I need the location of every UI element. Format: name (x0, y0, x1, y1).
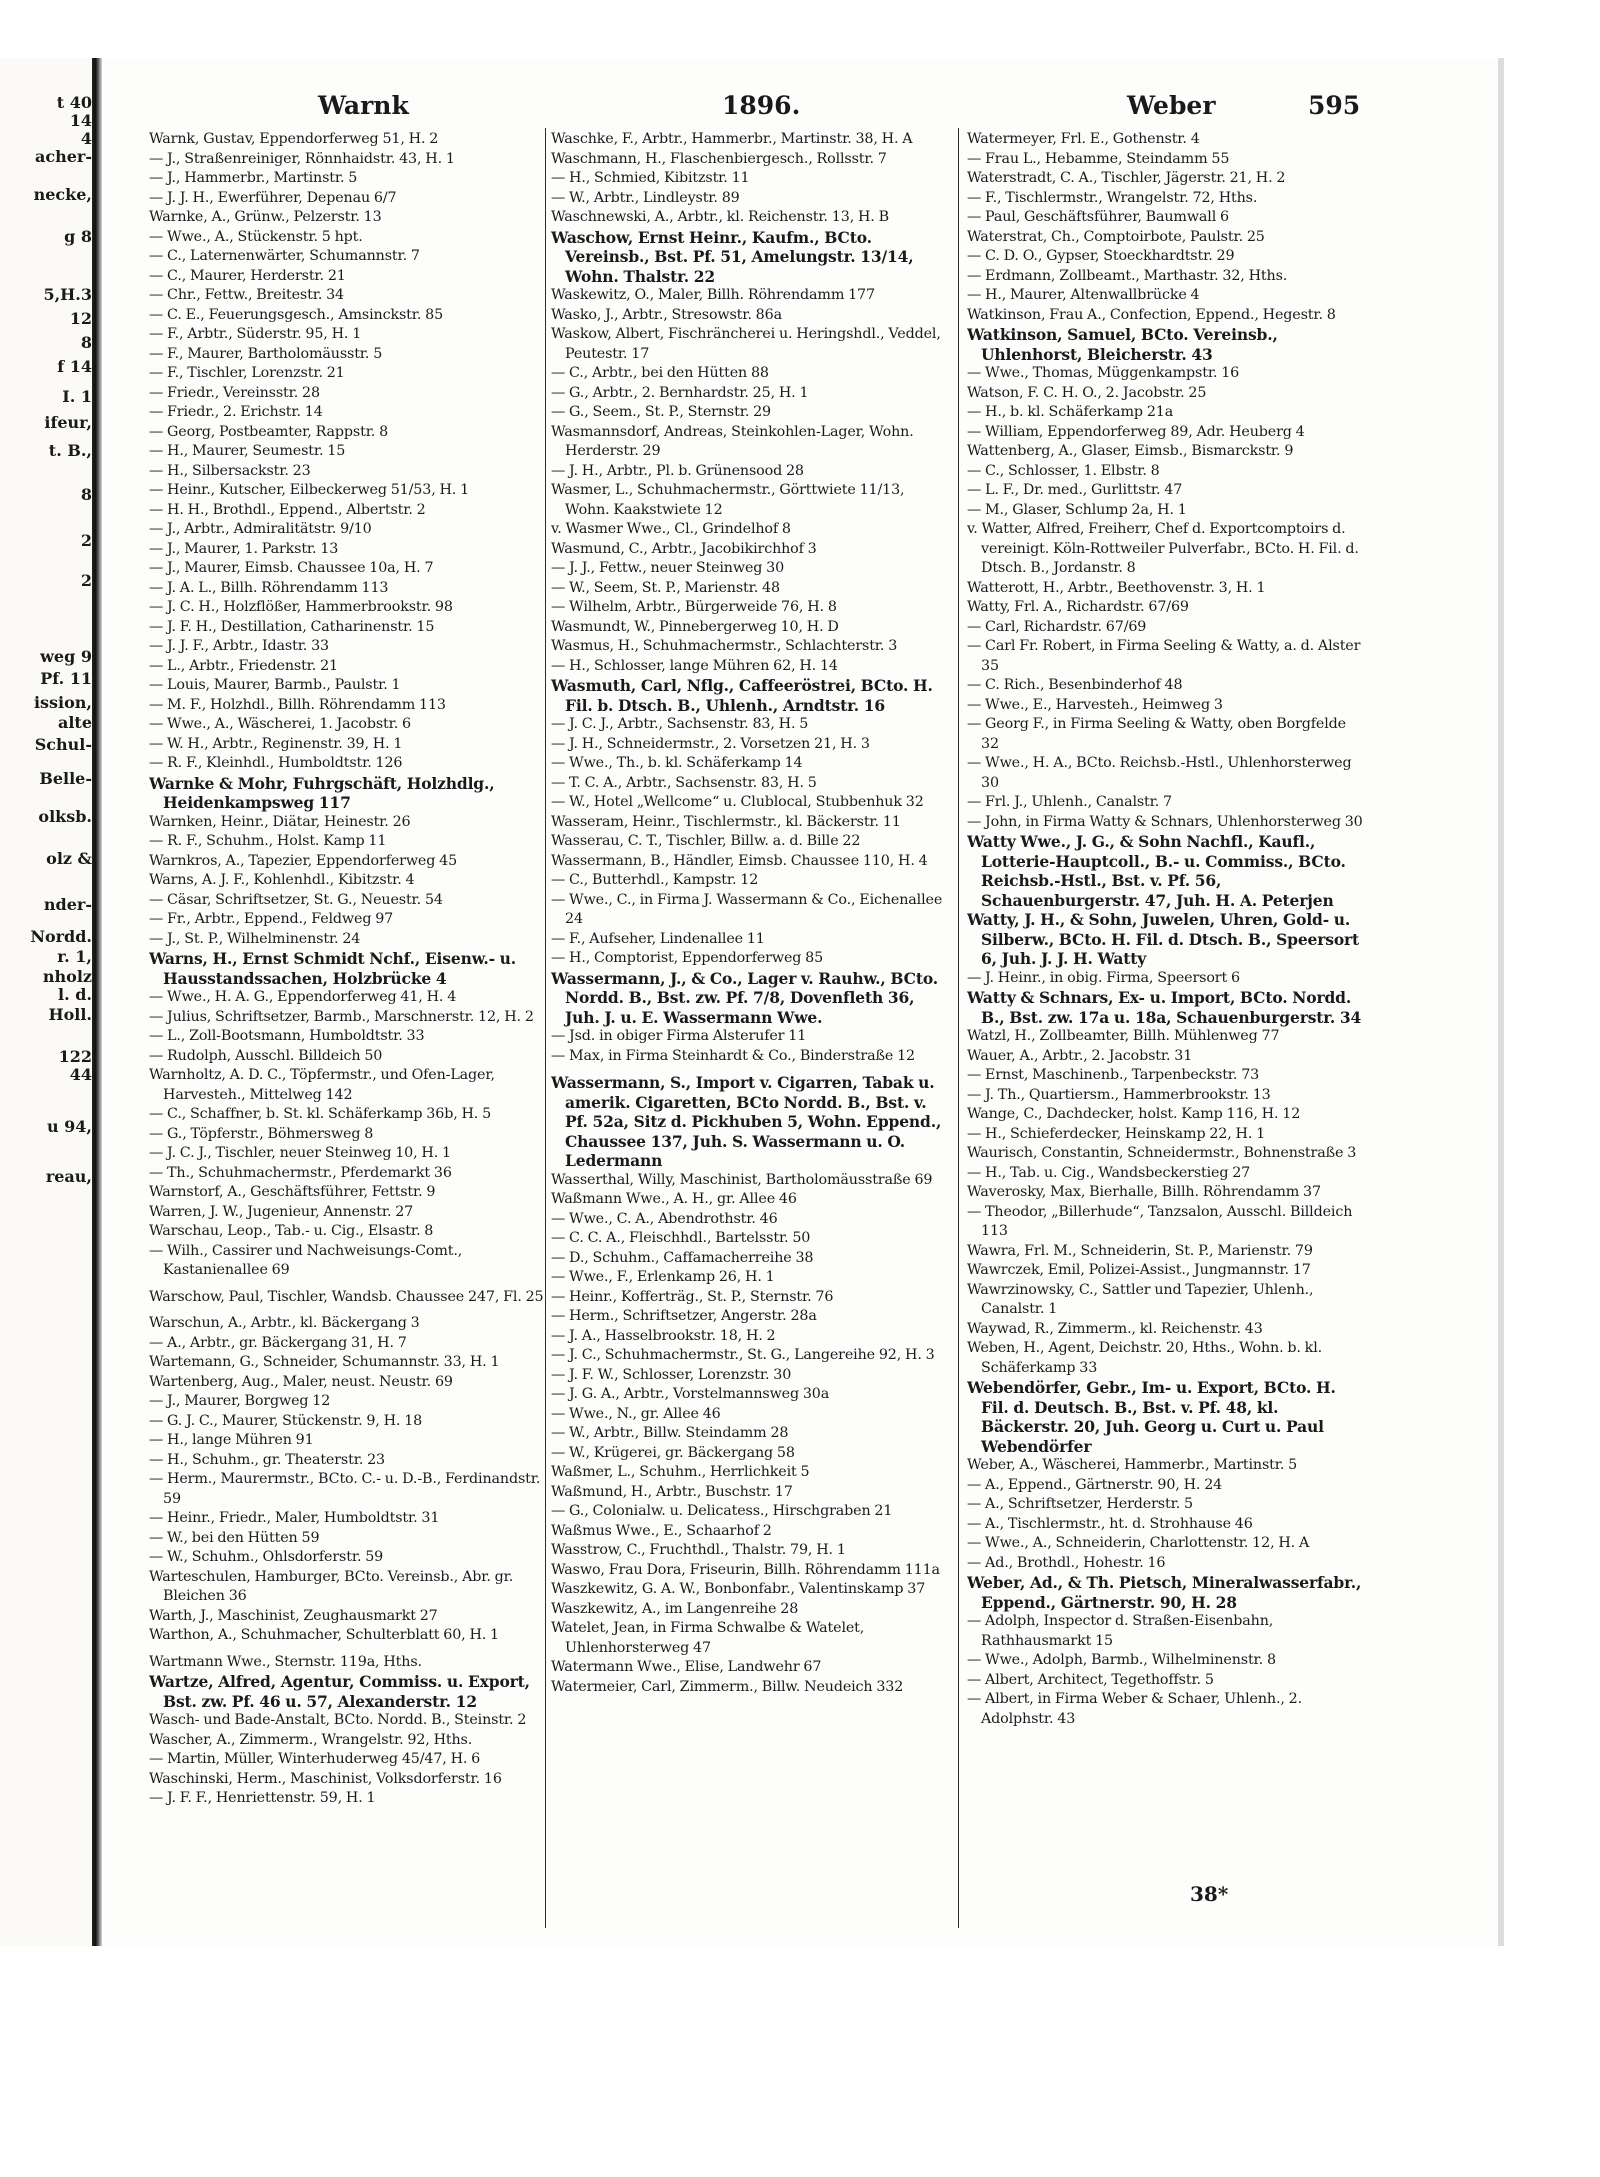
gutter-fragment: I. 1 (62, 388, 92, 406)
directory-entry: — John, in Firma Watty & Schnars, Uhlenhorsterweg 30 (967, 813, 1363, 830)
directory-entry: — Georg F., in Firma Seeling & Watty, oben Borgfelde 32 (967, 716, 1346, 752)
directory-entry: — Carl Fr. Robert, in Firma Seeling & Watty, a. d. Alster 35 (967, 638, 1361, 674)
directory-entry: — Heinr., Kofferträg., St. P., Sternstr. 76 (551, 1288, 834, 1305)
gutter-fragment: 4 (80, 130, 92, 148)
directory-entry: Watty Wwe., J. G., & Sohn Nachfl., Kaufl., Lotterie-Hauptcoll., B.- u. Commiss., BCto. Reichsb.-Hstl., Bst. v. Pf. 56, Schauenburgerstr. 47, Juh. H. A. Peterjen (967, 832, 1346, 910)
directory-entry: Wasmuth, Carl, Nflg., Caffeeröstrei, BCto. H. Fil. b. Dtsch. B., Uhlenh., Arndtstr. 16 (551, 676, 933, 715)
directory-entry: — C., Maurer, Herderstr. 21 (149, 267, 346, 284)
directory-entry: — Ernst, Maschinenb., Tarpenbeckstr. 73 (967, 1067, 1260, 1083)
gutter-fragment: 2 (80, 572, 92, 590)
directory-entry: Warren, J. W., Jugenieur, Annenstr. 27 (149, 1203, 414, 1220)
directory-entry: — W., Seem, St. P., Marienstr. 48 (551, 579, 780, 596)
directory-entry: — Wwe., Adolph, Barmb., Wilhelminenstr. 8 (967, 1652, 1276, 1668)
directory-entry: — Frl. J., Uhlenh., Canalstr. 7 (967, 794, 1172, 810)
directory-entry: — H. H., Brothdl., Eppend., Albertstr. 2 (149, 501, 426, 518)
gutter-fragment: Nordd. (30, 928, 92, 946)
page-edge (1498, 58, 1504, 1946)
directory-entry: Wasmer, L., Schuhmachermstr., Görttwiete 11/13, Wohn. Kaakstwiete 12 (551, 482, 905, 518)
directory-entry: Watermeier, Carl, Zimmerm., Billw. Neudeich 332 (551, 1678, 904, 1695)
directory-entry: Waschnewski, A., Arbtr., kl. Reichenstr. 13, H. B (551, 209, 889, 225)
directory-entry: — L. F., Dr. med., Gurlittstr. 47 (967, 482, 1183, 498)
directory-entry: — Wwe., C. A., Abendrothstr. 46 (551, 1210, 778, 1227)
gutter-fragment: nholz (42, 968, 92, 986)
directory-column-2 (551, 130, 951, 1940)
directory-entry: — W., Arbtr., Lindleystr. 89 (551, 189, 740, 206)
directory-entry: — T. C. A., Arbtr., Sachsenstr. 83, H. 5 (551, 774, 817, 791)
gutter-fragment: ifeur, (44, 414, 92, 432)
gutter-fragment: u 94, (46, 1118, 92, 1136)
directory-entry: — F., Aufseher, Lindenallee 11 (551, 930, 765, 947)
directory-entry: Wartemann, G., Schneider, Schumannstr. 33, H. 1 (149, 1354, 500, 1370)
directory-entry: — W., Schuhm., Ohlsdorferstr. 59 (149, 1549, 384, 1565)
directory-entry: — H., Maurer, Altenwallbrücke 4 (967, 287, 1200, 303)
directory-entry: — J. C., Schuhmachermstr., St. G., Langereihe 92, H. 3 (551, 1347, 935, 1363)
directory-entry: Wasmund, C., Arbtr., Jacobikirchhof 3 (551, 540, 817, 557)
directory-entry: — L., Zoll-Bootsmann, Humboldtstr. 33 (149, 1028, 425, 1044)
directory-entry: — H., Schuhm., gr. Theaterstr. 23 (149, 1451, 386, 1468)
directory-entry: — H., b. kl. Schäferkamp 21a (967, 404, 1174, 420)
directory-entry: — J. C. J., Arbtr., Sachsenstr. 83, H. 5 (551, 716, 809, 732)
directory-entry: — Wwe., E., Harvesteh., Heimweg 3 (967, 696, 1223, 713)
directory-entry: — J. Th., Quartiersm., Hammerbrookstr. 13 (967, 1086, 1271, 1103)
directory-entry: Warnstorf, A., Geschäftsführer, Fettstr. 9 (149, 1184, 436, 1200)
gutter-fragment: Holl. (48, 1006, 92, 1024)
directory-entry: Warnholtz, A. D. C., Töpfermstr., und Ofen-Lager, Harvesteh., Mittelweg 142 (149, 1067, 495, 1103)
directory-entry: — Wwe., N., gr. Allee 46 (551, 1405, 721, 1422)
scan-background (0, 1946, 1600, 2177)
directory-entry: — A., Arbtr., gr. Bäckergang 31, H. 7 (149, 1334, 407, 1351)
directory-entry: — Frau L., Hebamme, Steindamm 55 (967, 150, 1230, 167)
binding-gutter-shadow (92, 58, 102, 1946)
gutter-fragment: l. d. (58, 986, 92, 1004)
directory-entry: — C. D. O., Gypser, Stoeckhardtstr. 29 (967, 248, 1235, 264)
gutter-fragment: Belle- (39, 770, 92, 788)
directory-entry: Warth, J., Maschinist, Zeughausmarkt 27 (149, 1607, 438, 1624)
directory-entry: — G., Arbtr., 2. Bernhardstr. 25, H. 1 (551, 384, 809, 401)
directory-entry: — D., Schuhm., Caffamacherreihe 38 (551, 1249, 814, 1266)
directory-entry: — Erdmann, Zollbeamt., Marthastr. 32, Hths. (967, 267, 1288, 284)
directory-entry: Wawrczek, Emil, Polizei-Assist., Jungmannstr. 17 (967, 1262, 1311, 1278)
directory-entry: — Wwe., Th., b. kl. Schäferkamp 14 (551, 755, 803, 771)
directory-entry: Waßmann Wwe., A. H., gr. Allee 46 (551, 1191, 797, 1207)
directory-entry: — Heinr., Friedr., Maler, Humboldtstr. 31 (149, 1510, 440, 1526)
directory-entry: — H., Comptorist, Eppendorferweg 85 (551, 950, 824, 966)
directory-entry: Wawra, Frl. M., Schneiderin, St. P., Marienstr. 79 (967, 1242, 1313, 1259)
gutter-fragment: Schul- (34, 736, 92, 754)
directory-entry: — F., Maurer, Bartholomäusstr. 5 (149, 345, 383, 362)
directory-entry: Waßmund, H., Arbtr., Buschstr. 17 (551, 1483, 793, 1500)
directory-entry: — Max, in Firma Steinhardt & Co., Binderstraße 12 (551, 1047, 915, 1064)
directory-entry: — W., Krügerei, gr. Bäckergang 58 (551, 1444, 795, 1461)
directory-entry: Wawrzinowsky, C., Sattler und Tapezier, Uhlenh., Canalstr. 1 (967, 1281, 1314, 1317)
directory-entry: — H., Schlosser, lange Mühren 62, H. 14 (551, 657, 838, 674)
directory-entry: Watterott, H., Arbtr., Beethovenstr. 3, H. 1 (967, 579, 1266, 596)
directory-entry: — J., Maurer, Borgweg 12 (149, 1393, 331, 1409)
directory-entry: Waverosky, Max, Bierhalle, Billh. Röhrendamm 37 (967, 1184, 1321, 1200)
directory-entry: — J. Heinr., in obig. Firma, Speersort 6 (967, 969, 1240, 986)
directory-entry: Waszkewitz, G. A. W., Bonbonfabr., Valentinskamp 37 (551, 1581, 926, 1597)
directory-entry: — J., St. P., Wilhelminenstr. 24 (149, 930, 361, 947)
directory-entry: — A., Eppend., Gärtnerstr. 90, H. 24 (967, 1476, 1223, 1493)
gutter-fragment: 44 (69, 1066, 92, 1084)
directory-entry: — Wwe., Thomas, Müggenkampstr. 16 (967, 365, 1240, 381)
directory-entry: Warnke, A., Grünw., Pelzerstr. 13 (149, 209, 382, 225)
directory-entry: — J. A. L., Billh. Röhrendamm 113 (149, 579, 389, 596)
gutter-fragment: 122 (58, 1048, 92, 1066)
directory-entry: — F., Tischler, Lorenzstr. 21 (149, 365, 345, 381)
directory-entry: — Cäsar, Schriftsetzer, St. G., Neuestr. 54 (149, 891, 443, 908)
gutter-fragment: t. B., (48, 442, 92, 460)
directory-entry: — J. H., Schneidermstr., 2. Vorsetzen 21, H. 3 (551, 735, 870, 752)
directory-entry: — Ad., Brothdl., Hohestr. 16 (967, 1554, 1166, 1571)
gutter-fragment: 14 (69, 112, 92, 130)
directory-entry: — J. J. H., Ewerführer, Depenau 6/7 (149, 189, 397, 206)
directory-entry: — Theodor, „Billerhude“, Tanzsalon, Ausschl. Billdeich 113 (967, 1203, 1353, 1239)
directory-entry: — W. H., Arbtr., Reginenstr. 39, H. 1 (149, 735, 403, 752)
directory-entry: Waszkewitz, A., im Langenreihe 28 (551, 1600, 799, 1617)
gutter-fragment: 12 (69, 310, 92, 328)
directory-entry: Watty & Schnars, Ex- u. Import, BCto. Nordd. B., Bst. zw. 17a u. 18a, Schauenburgerstr. 34 (967, 988, 1362, 1027)
directory-column-3 (967, 130, 1367, 1940)
directory-entry: — H., Schmied, Kibitzstr. 11 (551, 170, 750, 186)
directory-entry: — Adolph, Inspector d. Straßen-Eisenbahn, Rathhausmarkt 15 (967, 1613, 1274, 1649)
directory-entry: Waßmus Wwe., E., Schaarhof 2 (551, 1522, 772, 1539)
running-head-left: Warnk (318, 91, 409, 120)
directory-entry: Warnkros, A., Tapezier, Eppendorferweg 45 (149, 852, 458, 869)
directory-entry: Waurisch, Constantin, Schneidermstr., Bohnenstraße 3 (967, 1145, 1357, 1161)
directory-entry: — Wilh., Cassirer und Nachweisungs-Comt., Kastanienallee 69 (149, 1242, 463, 1278)
directory-entry: — F., Tischlermstr., Wrangelstr. 72, Hths. (967, 189, 1258, 206)
directory-entry: Wasmundt, W., Pinnebergerweg 10, H. D (551, 618, 839, 635)
directory-entry: Waschow, Ernst Heinr., Kaufm., BCto. Vereinsb., Bst. Pf. 51, Amelungstr. 13/14, Wohn. Thalstr. 22 (551, 227, 914, 286)
directory-entry: — Herm., Schriftsetzer, Angerstr. 28a (551, 1308, 817, 1324)
directory-entry: Waskow, Albert, Fischräncherei u. Heringshdl., Veddel, Peutestr. 17 (551, 326, 941, 362)
directory-entry: — Wwe., H. A., BCto. Reichsb.-Hstl., Uhlenhorsterweg 30 (967, 755, 1352, 791)
signature-mark: 38* (1190, 1882, 1229, 1906)
directory-entry: — J. J. F., Arbtr., Idastr. 33 (149, 638, 329, 654)
directory-entry: Watermann Wwe., Elise, Landwehr 67 (551, 1659, 822, 1675)
directory-entry: Webendörfer, Gebr., Im- u. Export, BCto. H. Fil. d. Deutsch. B., Bst. v. Pf. 48, kl. Bäckerstr. 20, Juh. Georg u. Curt u. Paul Webendörfer (967, 1378, 1336, 1456)
directory-entry: Wartenberg, Aug., Maler, neust. Neustr. 69 (149, 1373, 453, 1390)
directory-entry: — C., Butterhdl., Kampstr. 12 (551, 872, 759, 888)
directory-entry: — H., Silbersackstr. 23 (149, 462, 311, 479)
directory-entry: — J. H., Arbtr., Pl. b. Grünensood 28 (551, 462, 804, 479)
directory-entry: — Wwe., A., Stückenstr. 5 hpt. (149, 228, 363, 245)
directory-entry: — J. C. J., Tischler, neuer Steinweg 10, H. 1 (149, 1145, 451, 1161)
directory-entry: — C., Arbtr., bei den Hütten 88 (551, 365, 769, 381)
directory-entry: Warnken, Heinr., Diätar, Heinestr. 26 (149, 813, 411, 830)
directory-entry: — Wwe., A., Schneiderin, Charlottenstr. 12, H. A (967, 1535, 1310, 1551)
directory-entry: Waschmann, H., Flaschenbiergesch., Rollsstr. 7 (551, 150, 887, 167)
directory-entry: — F., Arbtr., Süderstr. 95, H. 1 (149, 326, 362, 342)
directory-entry: — J., Arbtr., Admiralitätstr. 9/10 (149, 521, 372, 537)
directory-entry: Weber, Ad., & Th. Pietsch, Mineralwasserfabr., Eppend., Gärtnerstr. 90, H. 28 (967, 1573, 1362, 1612)
directory-entry: Wasmannsdorf, Andreas, Steinkohlen-Lager, Wohn. Herderstr. 29 (551, 423, 914, 459)
gutter-fragment: Pf. 11 (40, 670, 92, 688)
directory-entry: — A., Schriftsetzer, Herderstr. 5 (967, 1496, 1193, 1512)
directory-entry: Wassermann, J., & Co., Lager v. Rauhw., BCto. Nordd. B., Bst. zw. Pf. 7/8, Dovenfleth 36, Juh. J. u. E. Wassermann Wwe. (551, 968, 938, 1027)
directory-entry: — Chr., Fettw., Breitestr. 34 (149, 287, 345, 303)
directory-entry: Wassermann, S., Import v. Cigarren, Tabak u. amerik. Cigaretten, BCto Nordd. B., Bst. v. Pf. 52a, Sitz d. Pickhuben 5, Wohn. Eppend., Chaussee 137, Juh. S. Wassermann u. O. Ledermann (551, 1073, 942, 1170)
gutter-fragment: ission, (33, 694, 92, 712)
directory-entry: Waswo, Frau Dora, Friseurin, Billh. Röhrendamm 111a (551, 1561, 940, 1578)
directory-entry: Waschke, F., Arbtr., Hammerbr., Martinstr. 38, H. A (551, 131, 913, 147)
directory-entry: Waßmer, L., Schuhm., Herrlichkeit 5 (551, 1464, 810, 1480)
gutter-fragment: weg 9 (40, 648, 92, 666)
directory-entry: — W., Hotel „Wellcome“ u. Clublocal, Stubbenhuk 32 (551, 794, 924, 810)
directory-entry: Warschun, A., Arbtr., kl. Bäckergang 3 (149, 1315, 420, 1331)
gutter-fragment: olz & (46, 850, 92, 868)
directory-entry: — H., lange Mühren 91 (149, 1432, 314, 1448)
directory-entry: Wartze, Alfred, Agentur, Commiss. u. Export, Bst. zw. Pf. 46 u. 57, Alexanderstr. 12 (149, 1672, 530, 1711)
directory-entry: — J. F. W., Schlosser, Lorenzstr. 30 (551, 1366, 792, 1383)
directory-entry: Warns, H., Ernst Schmidt Nchf., Eisenw.- u. Hausstandssachen, Holzbrücke 4 (149, 949, 516, 988)
directory-entry: — W., Arbtr., Billw. Steindamm 28 (551, 1425, 789, 1441)
directory-entry: Wasstrow, C., Fruchthdl., Thalstr. 79, H. 1 (551, 1542, 846, 1558)
directory-entry: — H., Tab. u. Cig., Wandsbeckerstieg 27 (967, 1164, 1251, 1181)
directory-entry: Wasmus, H., Schuhmachermstr., Schlachterstr. 3 (551, 638, 898, 654)
directory-entry: — C. C. A., Fleischhdl., Bartelsstr. 50 (551, 1230, 811, 1246)
column-rule (958, 128, 959, 1928)
directory-entry: Watelet, Jean, in Firma Schwalbe & Watelet, Uhlenhorsterweg 47 (551, 1620, 865, 1656)
directory-entry: — R. F., Kleinhdl., Humboldtstr. 126 (149, 755, 403, 771)
directory-entry: Watzl, H., Zollbeamter, Billh. Mühlenweg 77 (967, 1028, 1280, 1044)
directory-entry: Wasseram, Heinr., Tischlermstr., kl. Bäckerstr. 11 (551, 813, 901, 830)
gutter-fragment: f 14 (57, 358, 92, 376)
directory-entry: Watermeyer, Frl. E., Gothenstr. 4 (967, 131, 1200, 147)
directory-entry: — H., Schieferdecker, Heinskamp 22, H. 1 (967, 1125, 1266, 1142)
directory-entry: — Friedr., Vereinsstr. 28 (149, 384, 320, 401)
running-head-right: Weber (1127, 91, 1216, 120)
directory-entry: — Paul, Geschäftsführer, Baumwall 6 (967, 209, 1229, 225)
directory-entry: Wasko, J., Arbtr., Stresowstr. 86a (551, 306, 782, 323)
directory-entry: — Jsd. in obiger Firma Alsterufer 11 (551, 1028, 807, 1044)
directory-entry: Watty, J. H., & Sohn, Juwelen, Uhren, Gold- u. Silberw., BCto. H. Fil. d. Dtsch. B., Speersort 6, Juh. J. J. H. Watty (967, 910, 1360, 968)
directory-entry: Warnk, Gustav, Eppendorferweg 51, H. 2 (149, 131, 439, 147)
directory-entry: Wattenberg, A., Glaser, Eimsb., Bismarckstr. 9 (967, 443, 1294, 459)
gutter-fragment: 8 (80, 334, 92, 352)
directory-entry: — J., Maurer, 1. Parkstr. 13 (149, 540, 339, 557)
gutter-fragment: necke, (33, 186, 92, 204)
directory-entry: v. Wasmer Wwe., Cl., Grindelhof 8 (551, 521, 791, 537)
directory-entry: — W., bei den Hütten 59 (149, 1529, 320, 1546)
directory-entry: — Julius, Schriftsetzer, Barmb., Marschnerstr. 12, H. 2 (149, 1008, 534, 1025)
directory-entry: — M., Glaser, Schlump 2a, H. 1 (967, 501, 1187, 518)
directory-entry: — Louis, Maurer, Barmb., Paulstr. 1 (149, 677, 401, 693)
directory-entry: — C., Schlosser, 1. Elbstr. 8 (967, 462, 1160, 479)
gutter-fragment: g 8 (64, 228, 92, 246)
directory-entry: — Fr., Arbtr., Eppend., Feldweg 97 (149, 911, 394, 927)
gutter-fragment: r. 1, (57, 948, 92, 966)
directory-entry: Warnke & Mohr, Fuhrgschäft, Holzhdlg., Heidenkampsweg 117 (149, 773, 495, 812)
directory-entry: — G. J. C., Maurer, Stückenstr. 9, H. 18 (149, 1412, 423, 1429)
directory-entry: — H., Maurer, Seumestr. 15 (149, 443, 346, 459)
directory-entry: — J. F. H., Destillation, Catharinenstr. 15 (149, 618, 435, 635)
directory-entry: — C., Schaffner, b. St. kl. Schäferkamp 36b, H. 5 (149, 1106, 492, 1122)
directory-column-1 (149, 130, 549, 1940)
directory-entry: Warthon, A., Schuhmacher, Schulterblatt 60, H. 1 (149, 1627, 500, 1643)
gutter-fragment: nder- (43, 896, 92, 914)
directory-entry: v. Watter, Alfred, Freiherr, Chef d. Exportcomptoirs d. vereinigt. Köln-Rottweiler Pulverfabr., BCto. H. Fil. d. Dtsch. B., Jordanstr. 8 (967, 521, 1359, 576)
directory-entry: Wasserau, C. T., Tischler, Billw. a. d. Bille 22 (551, 833, 861, 849)
directory-entry: Wange, C., Dachdecker, holst. Kamp 116, H. 12 (967, 1106, 1301, 1122)
directory-entry: Weber, A., Wäscherei, Hammerbr., Martinstr. 5 (967, 1457, 1298, 1473)
directory-entry: — R. F., Schuhm., Holst. Kamp 11 (149, 833, 387, 849)
directory-entry: Warschow, Paul, Tischler, Wandsb. Chaussee 247, Fl. 25 (149, 1288, 544, 1305)
directory-entry: Watkinson, Samuel, BCto. Vereinsb., Uhlenhorst, Bleicherstr. 43 (967, 325, 1278, 364)
directory-entry: — L., Arbtr., Friedenstr. 21 (149, 657, 338, 674)
directory-entry: Watty, Frl. A., Richardstr. 67/69 (967, 599, 1189, 615)
directory-entry: — Friedr., 2. Erichstr. 14 (149, 404, 323, 420)
directory-entry: — G., Colonialw. u. Delicatess., Hirschgraben 21 (551, 1503, 893, 1519)
directory-entry: — Wwe., C., in Firma J. Wassermann & Co., Eichenallee 24 (551, 891, 943, 927)
directory-entry: — Albert, Architect, Tegethoffstr. 5 (967, 1671, 1214, 1688)
directory-entry: — J. G. A., Arbtr., Vorstelmannsweg 30a (551, 1386, 830, 1402)
page-number: 595 (1308, 91, 1361, 120)
directory-entry: — Heinr., Kutscher, Eilbeckerweg 51/53, H. 1 (149, 482, 470, 498)
directory-entry: — J. F. F., Henriettenstr. 59, H. 1 (149, 1790, 376, 1806)
directory-entry: — Wwe., F., Erlenkamp 26, H. 1 (551, 1269, 775, 1285)
gutter-fragment: acher- (35, 148, 92, 166)
directory-entry: — Herm., Maurermstr., BCto. C.- u. D.-B., Ferdinandstr. 59 (149, 1471, 541, 1507)
gutter-fragment: 5,H.3 (43, 286, 92, 304)
directory-entry: Waschinski, Herm., Maschinist, Volksdorferstr. 16 (149, 1770, 502, 1787)
gutter-fragment: reau, (45, 1168, 92, 1186)
directory-entry: Wascher, A., Zimmerm., Wrangelstr. 92, Hths. (149, 1731, 473, 1748)
directory-entry: — J. J., Fettw., neuer Steinweg 30 (551, 560, 785, 576)
directory-entry: — J., Maurer, Eimsb. Chaussee 10a, H. 7 (149, 560, 434, 576)
facing-page-fragment (0, 58, 92, 1946)
directory-entry: — G., Seem., St. P., Sternstr. 29 (551, 404, 771, 420)
directory-entry: Waterstradt, C. A., Tischler, Jägerstr. 21, H. 2 (967, 170, 1286, 186)
directory-entry: Waterstrat, Ch., Comptoirbote, Paulstr. 25 (967, 228, 1265, 245)
directory-entry: — Albert, in Firma Weber & Schaer, Uhlenh., 2. Adolphstr. 43 (967, 1691, 1302, 1727)
directory-entry: — A., Tischlermstr., ht. d. Strohhause 46 (967, 1515, 1253, 1532)
directory-entry: — Th., Schuhmachermstr., Pferdemarkt 36 (149, 1164, 452, 1181)
directory-entry: Warns, A. J. F., Kohlenhdl., Kibitzstr. 4 (149, 872, 415, 888)
directory-entry: — M. F., Holzhdl., Billh. Röhrendamm 113 (149, 696, 446, 713)
directory-entry: — Carl, Richardstr. 67/69 (967, 618, 1147, 635)
directory-entry: — Wwe., H. A. G., Eppendorferweg 41, H. 4 (149, 989, 457, 1005)
gutter-fragment: t 40 (56, 94, 92, 112)
directory-entry: Waskewitz, O., Maler, Billh. Röhrendamm 177 (551, 287, 875, 303)
directory-entry: — G., Töpferstr., Böhmersweg 8 (149, 1125, 374, 1142)
directory-entry: Wasch- und Bade-Anstalt, BCto. Nordd. B., Steinstr. 2 (149, 1712, 527, 1728)
directory-entry: Wasserthal, Willy, Maschinist, Bartholomäusstraße 69 (551, 1171, 933, 1188)
directory-entry: Watkinson, Frau A., Confection, Eppend., Hegestr. 8 (967, 306, 1336, 323)
directory-entry: — C. Rich., Besenbinderhof 48 (967, 677, 1183, 693)
directory-entry: — J., Hammerbr., Martinstr. 5 (149, 170, 358, 186)
directory-entry: Warteschulen, Hamburger, BCto. Vereinsb., Abr. gr. Bleichen 36 (149, 1568, 514, 1604)
directory-entry: Weben, H., Agent, Deichstr. 20, Hths., Wohn. b. kl. Schäferkamp 33 (967, 1340, 1323, 1376)
directory-entry: Wauer, A., Arbtr., 2. Jacobstr. 31 (967, 1047, 1193, 1064)
directory-entry: — Georg, Postbeamter, Rappstr. 8 (149, 423, 389, 440)
directory-entry: — Wwe., A., Wäscherei, 1. Jacobstr. 6 (149, 716, 411, 732)
gutter-fragment: olksb. (38, 808, 92, 826)
directory-entry: Warschau, Leop., Tab.- u. Cig., Elsastr. 8 (149, 1223, 434, 1239)
directory-entry: — J. C. H., Holzflößer, Hammerbrookstr. 98 (149, 599, 453, 615)
directory-entry: — C. E., Feuerungsgesch., Amsinckstr. 85 (149, 306, 444, 323)
page-year: 1896. (722, 91, 801, 120)
directory-entry: Watson, F. C. H. O., 2. Jacobstr. 25 (967, 384, 1207, 401)
directory-entry: — Martin, Müller, Winterhuderweg 45/47, H. 6 (149, 1751, 481, 1767)
directory-entry: Waywad, R., Zimmerm., kl. Reichenstr. 43 (967, 1320, 1263, 1337)
directory-entry: — J., Straßenreiniger, Rönnhaidstr. 43, H. 1 (149, 150, 455, 167)
directory-entry: — Wilhelm, Arbtr., Bürgerweide 76, H. 8 (551, 599, 837, 615)
directory-entry: — C., Laternenwärter, Schumannstr. 7 (149, 248, 420, 264)
directory-entry: Wassermann, B., Händler, Eimsb. Chaussee 110, H. 4 (551, 852, 928, 869)
directory-entry: — William, Eppendorferweg 89, Adr. Heuberg 4 (967, 423, 1305, 440)
directory-entry: — J. A., Hasselbrookstr. 18, H. 2 (551, 1327, 776, 1344)
directory-entry: — Rudolph, Ausschl. Billdeich 50 (149, 1047, 383, 1064)
gutter-fragment: alte (57, 714, 92, 732)
directory-entry: Wartmann Wwe., Sternstr. 119a, Hths. (149, 1653, 422, 1670)
gutter-fragment: 8 (80, 486, 92, 504)
gutter-fragment: 2 (80, 532, 92, 550)
